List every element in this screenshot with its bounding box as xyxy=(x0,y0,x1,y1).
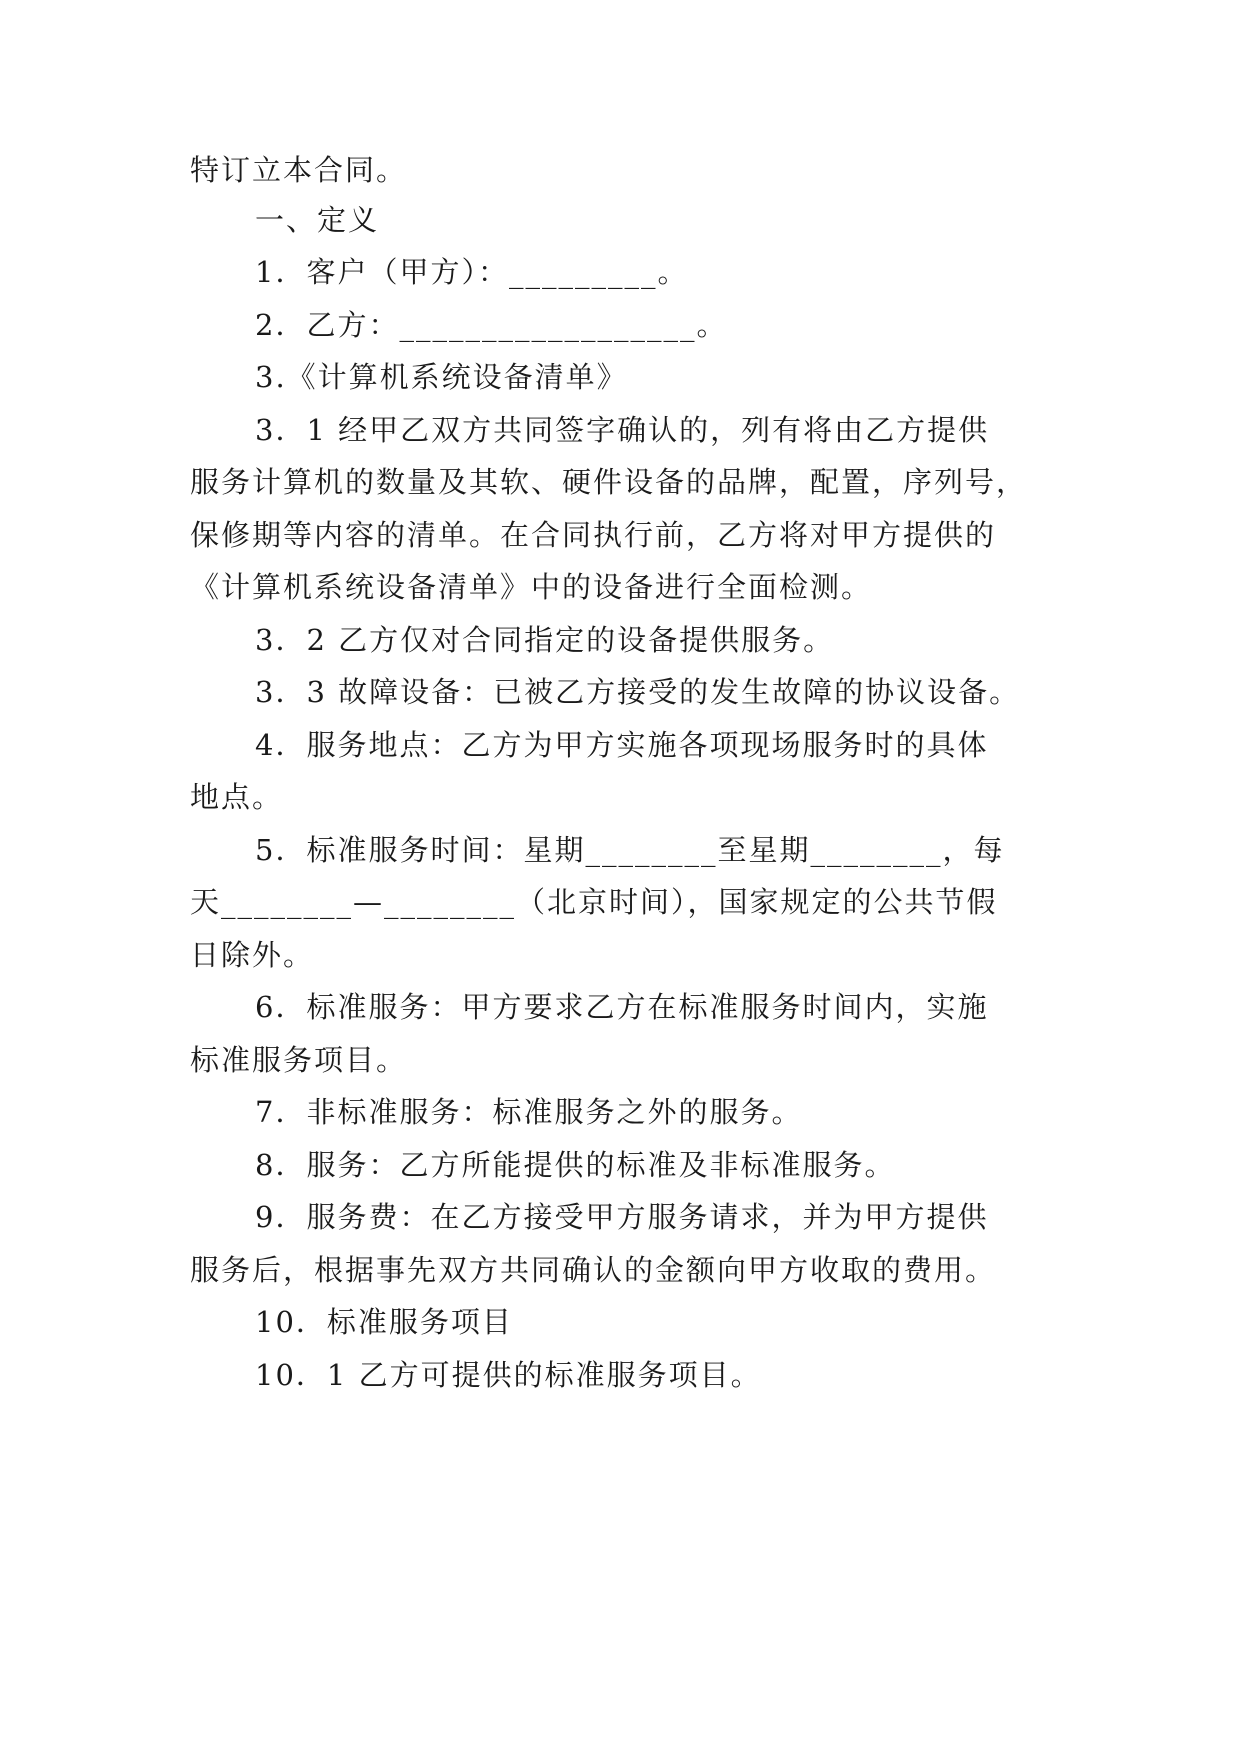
text-line: 3．3 故障设备：已被乙方接受的发生故障的协议设备。 xyxy=(255,675,1021,709)
text-line: 4．服务地点：乙方为甲方实施各项现场服务时的具体 xyxy=(255,728,989,762)
text-line: 9．服务费：在乙方接受甲方服务请求，并为甲方提供 xyxy=(255,1200,989,1234)
text-line: 《计算机系统设备清单》中的设备进行全面检测。 xyxy=(190,570,873,604)
text-line: 3．2 乙方仅对合同指定的设备提供服务。 xyxy=(255,623,835,657)
text-line: 7．非标准服务：标准服务之外的服务。 xyxy=(255,1095,803,1129)
text-line: 3．1 经甲乙双方共同签字确认的，列有将由乙方提供 xyxy=(255,413,990,447)
text-line: 3.《计算机系统设备清单》 xyxy=(255,360,628,394)
text-line: 10．1 乙方可提供的标准服务项目。 xyxy=(255,1358,762,1392)
text-line: 地点。 xyxy=(190,780,284,814)
text-line: 5．标准服务时间：星期________至星期________，每 xyxy=(255,833,1005,867)
text-line: 10．标准服务项目 xyxy=(255,1305,513,1339)
section-heading: 一、定义 xyxy=(255,203,380,237)
text-line: 8．服务：乙方所能提供的标准及非标准服务。 xyxy=(255,1148,896,1182)
text-line: 6．标准服务：甲方要求乙方在标准服务时间内，实施 xyxy=(255,990,989,1024)
text-line: 2．乙方：__________________。 xyxy=(255,308,728,342)
text-line: 保修期等内容的清单。在合同执行前，乙方将对甲方提供的 xyxy=(190,518,997,552)
text-line: 日除外。 xyxy=(190,938,315,972)
text-line: 天________—________（北京时间），国家规定的公共节假 xyxy=(190,885,998,919)
text-line: 特订立本合同。 xyxy=(190,153,408,187)
text-line: 服务计算机的数量及其软、硬件设备的品牌，配置，序列号， xyxy=(190,465,1028,499)
text-line: 服务后，根据事先双方共同确认的金额向甲方收取的费用。 xyxy=(190,1253,997,1287)
text-line: 标准服务项目。 xyxy=(190,1043,408,1077)
text-line: 1．客户（甲方）：_________。 xyxy=(255,255,689,289)
